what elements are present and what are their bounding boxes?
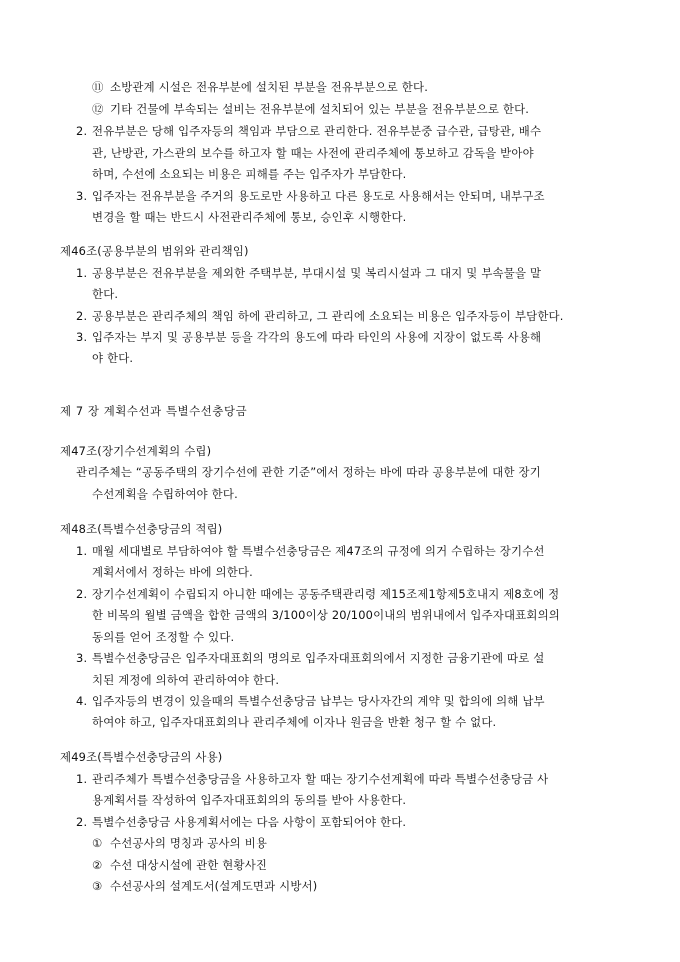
list-number: 2.	[76, 815, 88, 829]
article-46-title: 제46조(공용부분의 범위와 관리책임)	[60, 244, 249, 258]
list-number: 1.	[76, 772, 88, 786]
list-number: 4.	[76, 694, 88, 708]
paragraph-line: 입주자등의 변경이 있을때의 특별수선충당금 납부는 당사자간의 계약 및 합의에 의해 납부	[92, 694, 545, 708]
paragraph-line: 특별수선충당금은 입주자대표회의 명의로 입주자대표회의에서 지정한 금융기관에 따로 설	[92, 651, 545, 665]
paragraph-line: 변경을 할 때는 반드시 사전관리주체에 통보, 승인후 시행한다.	[92, 210, 407, 224]
subitem-text: 수선공사의 명칭과 공사의 비용	[110, 836, 268, 850]
subitem-text: 수선공사의 설계도서(설계도면과 시방서)	[110, 879, 318, 893]
paragraph-line: 하여야 하고, 입주자대표회의나 관리주체에 이자나 원금을 반환 청구 할 수 없다.	[92, 715, 497, 729]
list-number: 2.	[76, 124, 88, 138]
list-number: 3.	[76, 651, 88, 665]
paragraph-line: 한다.	[92, 287, 119, 301]
list-number: 2.	[76, 309, 88, 323]
paragraph-line: 용계획서를 작성하여 입주자대표회의의 동의를 받아 사용한다.	[92, 793, 407, 807]
paragraph-line: 관, 난방관, 가스관의 보수를 하고자 할 때는 사전에 관리주체에 통보하고 감독을 받아야	[92, 146, 534, 160]
paragraph-line: 매월 세대별로 부담하여야 할 특별수선충당금은 제47조의 규정에 의거 수립하는 장기수선	[92, 544, 545, 558]
paragraph-line: 공용부분은 전유부분을 제외한 주택부분, 부대시설 및 복리시설과 그 대지 및 부속물을 말	[92, 266, 542, 280]
article-49-title: 제49조(특별수선충당금의 사용)	[60, 750, 223, 764]
paragraph-line: 공용부분은 관리주체의 책임 하에 관리하고, 그 관리에 소요되는 비용은 입주자등이 부담한다.	[92, 309, 564, 323]
paragraph-line: 관리주체가 특별수선충당금을 사용하고자 할 때는 장기수선계획에 따라 특별수선충당금 사	[92, 772, 549, 786]
paragraph-line: 수선계획을 수립하여야 한다.	[92, 487, 238, 501]
paragraph-line: 하며, 수선에 소요되는 비용은 피해를 주는 입주자가 부담한다.	[92, 167, 407, 181]
subitem-marker: ③	[92, 879, 103, 893]
article-48-title: 제48조(특별수선충당금의 적립)	[60, 522, 223, 536]
list-number: 3.	[76, 330, 88, 344]
item-11-text: 소방관계 시설은 전유부분에 설치된 부분을 전유부분으로 한다.	[110, 80, 429, 94]
paragraph-line: 특별수선충당금 사용계획서에는 다음 사항이 포함되어야 한다.	[92, 815, 407, 829]
list-number: 1.	[76, 544, 88, 558]
list-number: 1.	[76, 266, 88, 280]
paragraph-line: 야 한다.	[92, 351, 134, 365]
item-12-marker: ⑫	[92, 102, 104, 116]
item-12-text: 기타 건물에 부속되는 설비는 전유부분에 설치되어 있는 부분을 전유부분으로 한다.	[110, 102, 530, 116]
paragraph-line: 관리주체는 “공동주택의 장기수선에 관한 기준”에서 정하는 바에 따라 공용부분에 대한 장기	[76, 465, 541, 479]
paragraph-line: 동의를 얻어 조정할 수 있다.	[92, 630, 235, 644]
paragraph-line: 입주자는 전유부분을 주거의 용도로만 사용하고 다른 용도로 사용해서는 안되며, 내부구조	[92, 189, 545, 203]
paragraph-line: 한 비목의 월별 금액을 합한 금액의 3/100이상 20/100이내의 범위내에서 입주자대표회의의	[92, 608, 560, 622]
paragraph-line: 장기수선계획이 수립되지 아니한 때에는 공동주택관리령 제15조제1항제5호내지 제8호에 정	[92, 587, 560, 601]
subitem-text: 수선 대상시설에 관한 현황사진	[110, 858, 268, 872]
paragraph-line: 계획서에서 정하는 바에 의한다.	[92, 565, 253, 579]
paragraph-line: 입주자는 부지 및 공용부분 등을 각각의 용도에 따라 타인의 사용에 지장이 없도록 사용해	[92, 330, 542, 344]
paragraph-line: 치된 계정에 의하여 관리하여야 한다.	[92, 673, 280, 687]
article-47-title: 제47조(장기수선계획의 수립)	[60, 444, 212, 458]
subitem-marker: ②	[92, 858, 103, 872]
list-number: 3.	[76, 189, 88, 203]
subitem-marker: ①	[92, 836, 103, 850]
list-number: 2.	[76, 587, 88, 601]
paragraph-line: 전유부분은 당해 입주자등의 책임과 부담으로 관리한다. 전유부분중 급수관, 급탕관, 배수	[92, 124, 542, 138]
chapter-heading: 제 7 장 계획수선과 특별수선충당금	[60, 404, 248, 418]
item-11-marker: ⑪	[92, 80, 104, 94]
